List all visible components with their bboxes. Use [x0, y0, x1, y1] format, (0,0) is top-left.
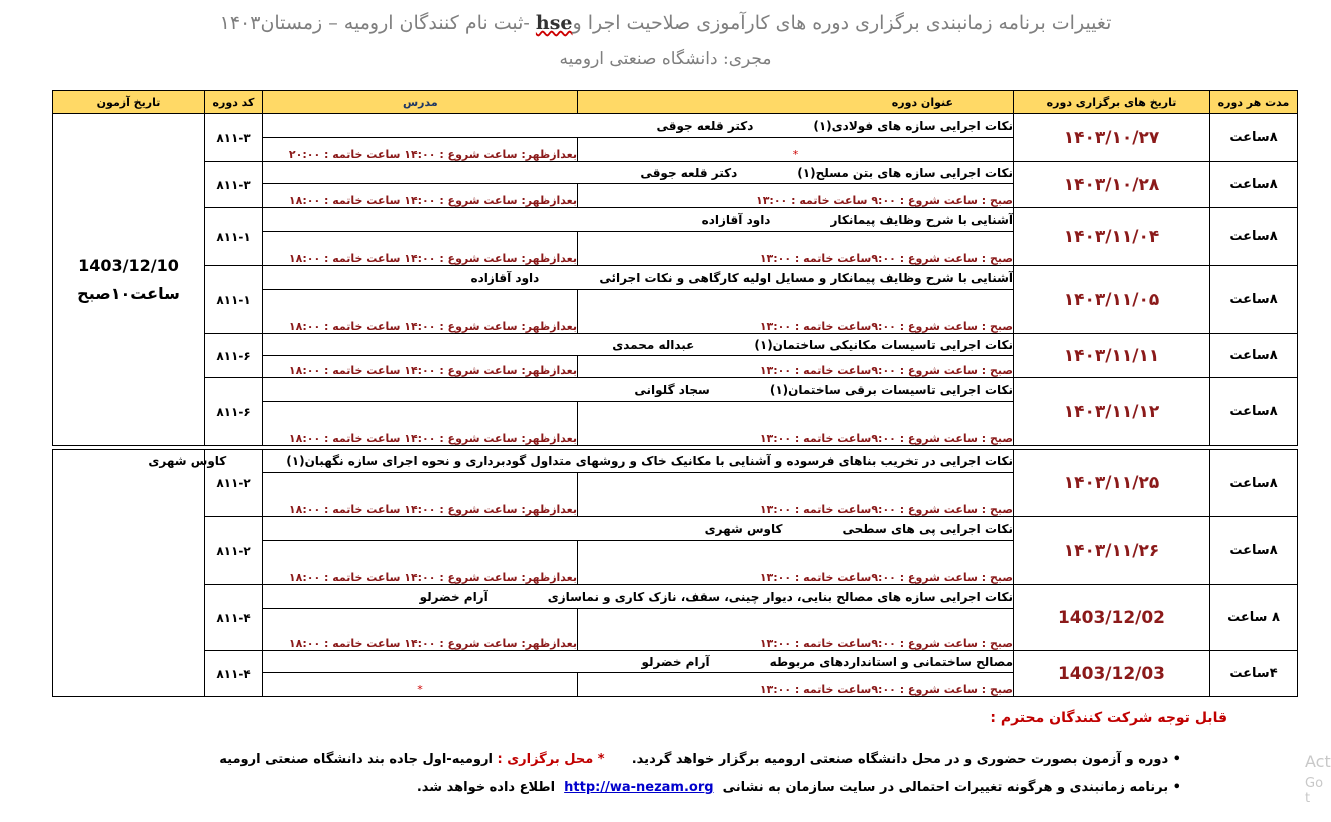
table-row: [53, 114, 1298, 138]
table-row: [53, 162, 1298, 184]
col-instructor: مدرس: [263, 91, 578, 114]
course-title-cell: [263, 585, 1014, 609]
course-code-cell: ۸۱۱-۲: [205, 450, 263, 517]
course-code-cell: ۸۱۱-۶: [205, 334, 263, 378]
date-cell: ۱۴۰۳/۱۰/۲۸: [1014, 162, 1210, 208]
date-cell: ۱۴۰۳/۱۱/۲۵: [1014, 450, 1210, 517]
col-dates: تاریخ های برگزاری دوره: [1014, 91, 1210, 114]
duration-cell: ۸ساعت: [1210, 266, 1298, 334]
col-duration: مدت هر دوره: [1210, 91, 1298, 114]
col-exam: تاریخ آزمون: [53, 91, 205, 114]
afternoon-session-cell: بعدازظهر: ساعت شروع : ۱۴:۰۰ ساعت خاتمه : ۱۸:۰۰: [263, 402, 578, 446]
table-row: [53, 334, 1298, 356]
instructor-name: عبداله محمدی: [612, 337, 695, 352]
course-title-cell: [263, 162, 1014, 184]
course-title-cell: [263, 208, 1014, 232]
date-cell: ۱۴۰۳/۱۱/۰۵: [1014, 266, 1210, 334]
organizer-subtitle: مجری: دانشگاه صنعتی ارومیه: [559, 49, 772, 69]
duration-cell: ۴ساعت: [1210, 651, 1298, 697]
course-title-cell: [263, 114, 1014, 138]
morning-session-cell: صبح : ساعت شروع : ۹:۰۰ساعت خاتمه : ۱۳:۰۰: [578, 232, 1014, 266]
instructor-name: کاوس شهری: [148, 454, 227, 468]
afternoon-session-cell: بعدازظهر: ساعت شروع : ۱۴:۰۰ ساعت خاتمه : ۱۸:۰۰: [263, 290, 578, 334]
course-title-cell: [263, 378, 1014, 402]
date-cell: 1403/12/03: [1014, 651, 1210, 697]
morning-session-cell: *: [578, 138, 1014, 162]
course-title: نکات اجرایی سازه های بتن مسلح(۱): [797, 165, 1013, 180]
afternoon-session-cell: بعدازظهر: ساعت شروع : ۱۴:۰۰ ساعت خاتمه : ۱۸:۰۰: [263, 473, 578, 517]
instructor-name: آرام خضرلو: [419, 589, 488, 604]
course-code-cell: ۸۱۱-۴: [205, 585, 263, 651]
col-title: عنوان دوره: [578, 91, 1014, 114]
activation-watermark-line1: Act: [1305, 752, 1331, 771]
instructor-name: داود آقازاده: [701, 212, 771, 227]
table-header-row: [53, 91, 1298, 114]
date-cell: ۱۴۰۳/۱۰/۲۷: [1014, 114, 1210, 162]
col-code: کد دوره: [205, 91, 263, 114]
course-title: نکات اجرایی سازه های مصالح بنایی، دیوار چینی، سقف، نازک کاری و نماسازی: [547, 589, 1013, 604]
exam-date-cell: [53, 114, 205, 446]
instructor-name: آرام خضرلو: [641, 654, 710, 669]
course-code-cell: ۸۱۱-۲: [205, 517, 263, 585]
duration-cell: ۸ساعت: [1210, 378, 1298, 446]
morning-session-cell: صبح : ساعت شروع : ۹:۰۰ ساعت خاتمه : ۱۳:۰۰: [578, 184, 1014, 208]
date-cell: ۱۴۰۳/۱۱/۱۲: [1014, 378, 1210, 446]
course-title: نکات اجرایی سازه های فولادی(۱): [813, 118, 1013, 133]
afternoon-session-cell: بعدازظهر: ساعت شروع : ۱۴:۰۰ ساعت خاتمه : ۱۸:۰۰: [263, 356, 578, 378]
morning-session-cell: صبح : ساعت شروع : ۹:۰۰ساعت خاتمه : ۱۳:۰۰: [578, 290, 1014, 334]
exam-time: ساعت۱۰صبح: [77, 283, 180, 303]
course-title: نکات اجرایی تاسیسات برقی ساختمان(۱): [769, 382, 1013, 397]
date-cell: ۱۴۰۳/۱۱/۲۶: [1014, 517, 1210, 585]
course-code-cell: ۸۱۱-۳: [205, 162, 263, 208]
instructor-name: کاوس شهری: [704, 521, 783, 536]
afternoon-session-cell: بعدازظهر: ساعت شروع : ۱۴:۰۰ ساعت خاتمه : ۱۸:۰۰: [263, 184, 578, 208]
course-code-cell: ۸۱۱-۳: [205, 114, 263, 162]
note-line-1: • دوره و آزمون بصورت حضوری و در محل دانشگاه صنعتی ارومیه برگزار خواهد گردید. * محل برگزاری : ارومیه-اول جاده بند دانشگاه صنعتی ارومیه: [219, 752, 1181, 767]
course-title: نکات اجرایی در تخریب بناهای فرسوده و آشنایی با مکانیک خاک و روشهای متداول گودبرداری و نحوه اجرای سازه نگهبان(۱): [286, 454, 1013, 468]
table-row: [53, 208, 1298, 232]
course-title-cell: [263, 266, 1014, 290]
page-title: تغییرات برنامه زمانبندی برگزاری دوره های کارآموزی صلاحیت اجرا وhse -ثبت نام کنندگان ارومیه – زمستان۱۴۰۳: [219, 12, 1112, 34]
duration-cell: ۸ساعت: [1210, 334, 1298, 378]
course-code-cell: ۸۱۱-۱: [205, 266, 263, 334]
course-title: نکات اجرایی تاسیسات مکانیکی ساختمان(۱): [754, 337, 1013, 352]
afternoon-session-cell: *: [263, 673, 578, 697]
morning-session-cell: صبح : ساعت شروع : ۹:۰۰ساعت خاتمه : ۱۳:۰۰: [578, 673, 1014, 697]
course-title: مصالح ساختمانی و استانداردهای مربوطه: [769, 654, 1013, 669]
morning-session-cell: صبح : ساعت شروع : ۹:۰۰ساعت خاتمه : ۱۳:۰۰: [578, 356, 1014, 378]
schedule-table: [52, 90, 1298, 697]
note-line-2: • برنامه زمانبندی و هرگونه تغییرات احتمالی در سایت سازمان به نشانی http://wa-nezam.org اطلاع داده خواهد شد.: [416, 780, 1181, 795]
course-title: آشنایی با شرح وظایف پیمانکار و مسایل اولیه کارگاهی و نکات اجرائی: [599, 270, 1013, 285]
instructor-name: دکتر قلعه جوقی: [640, 165, 738, 180]
duration-cell: ۸ ساعت: [1210, 585, 1298, 651]
afternoon-session-cell: بعدازظهر: ساعت شروع : ۱۴:۰۰ ساعت خاتمه : ۱۸:۰۰: [263, 541, 578, 585]
course-title-cell: [263, 517, 1014, 541]
notes-heading: قابل توجه شرکت کنندگان محترم :: [990, 710, 1227, 726]
course-title-cell: [263, 334, 1014, 356]
exam-blank-cell: [53, 450, 205, 697]
course-title: آشنایی با شرح وظایف پیمانکار: [830, 212, 1013, 227]
table-row: [53, 585, 1298, 609]
duration-cell: ۸ساعت: [1210, 114, 1298, 162]
duration-cell: ۸ساعت: [1210, 450, 1298, 517]
morning-session-cell: صبح : ساعت شروع : ۹:۰۰ساعت خاتمه : ۱۳:۰۰: [578, 402, 1014, 446]
morning-session-cell: صبح : ساعت شروع : ۹:۰۰ساعت خاتمه : ۱۳:۰۰: [578, 541, 1014, 585]
course-title-cell: [148, 450, 1014, 473]
duration-cell: ۸ساعت: [1210, 517, 1298, 585]
instructor-name: دکتر قلعه جوقی: [656, 118, 754, 133]
afternoon-session-cell: بعدازظهر: ساعت شروع : ۱۴:۰۰ ساعت خاتمه : ۲۰:۰۰: [263, 138, 578, 162]
table-row: [53, 450, 1298, 473]
morning-session-cell: صبح : ساعت شروع : ۹:۰۰ساعت خاتمه : ۱۳:۰۰: [578, 609, 1014, 651]
table-row: [53, 651, 1298, 673]
table-row: [53, 266, 1298, 290]
date-cell: ۱۴۰۳/۱۱/۰۴: [1014, 208, 1210, 266]
course-code-cell: ۸۱۱-۴: [205, 651, 263, 697]
afternoon-session-cell: بعدازظهر: ساعت شروع : ۱۴:۰۰ ساعت خاتمه : ۱۸:۰۰: [263, 609, 578, 651]
website-link[interactable]: http://wa-nezam.org: [564, 780, 714, 795]
afternoon-session-cell: بعدازظهر: ساعت شروع : ۱۴:۰۰ ساعت خاتمه : ۱۸:۰۰: [263, 232, 578, 266]
date-cell: ۱۴۰۳/۱۱/۱۱: [1014, 334, 1210, 378]
course-code-cell: ۸۱۱-۶: [205, 378, 263, 446]
course-title: نکات اجرایی پی های سطحی: [842, 521, 1013, 536]
activation-watermark-line2: Go t: [1305, 776, 1324, 806]
instructor-name: سجاد گلوانی: [634, 382, 710, 397]
duration-cell: ۸ساعت: [1210, 208, 1298, 266]
date-cell: 1403/12/02: [1014, 585, 1210, 651]
table-row: [53, 378, 1298, 402]
course-code-cell: ۸۱۱-۱: [205, 208, 263, 266]
instructor-name: داود آقازاده: [470, 270, 540, 285]
morning-session-cell: صبح : ساعت شروع : ۹:۰۰ساعت خاتمه : ۱۳:۰۰: [578, 473, 1014, 517]
exam-date: 1403/12/10: [78, 255, 179, 275]
duration-cell: ۸ساعت: [1210, 162, 1298, 208]
course-title-cell: [263, 651, 1014, 673]
table-row: [53, 517, 1298, 541]
